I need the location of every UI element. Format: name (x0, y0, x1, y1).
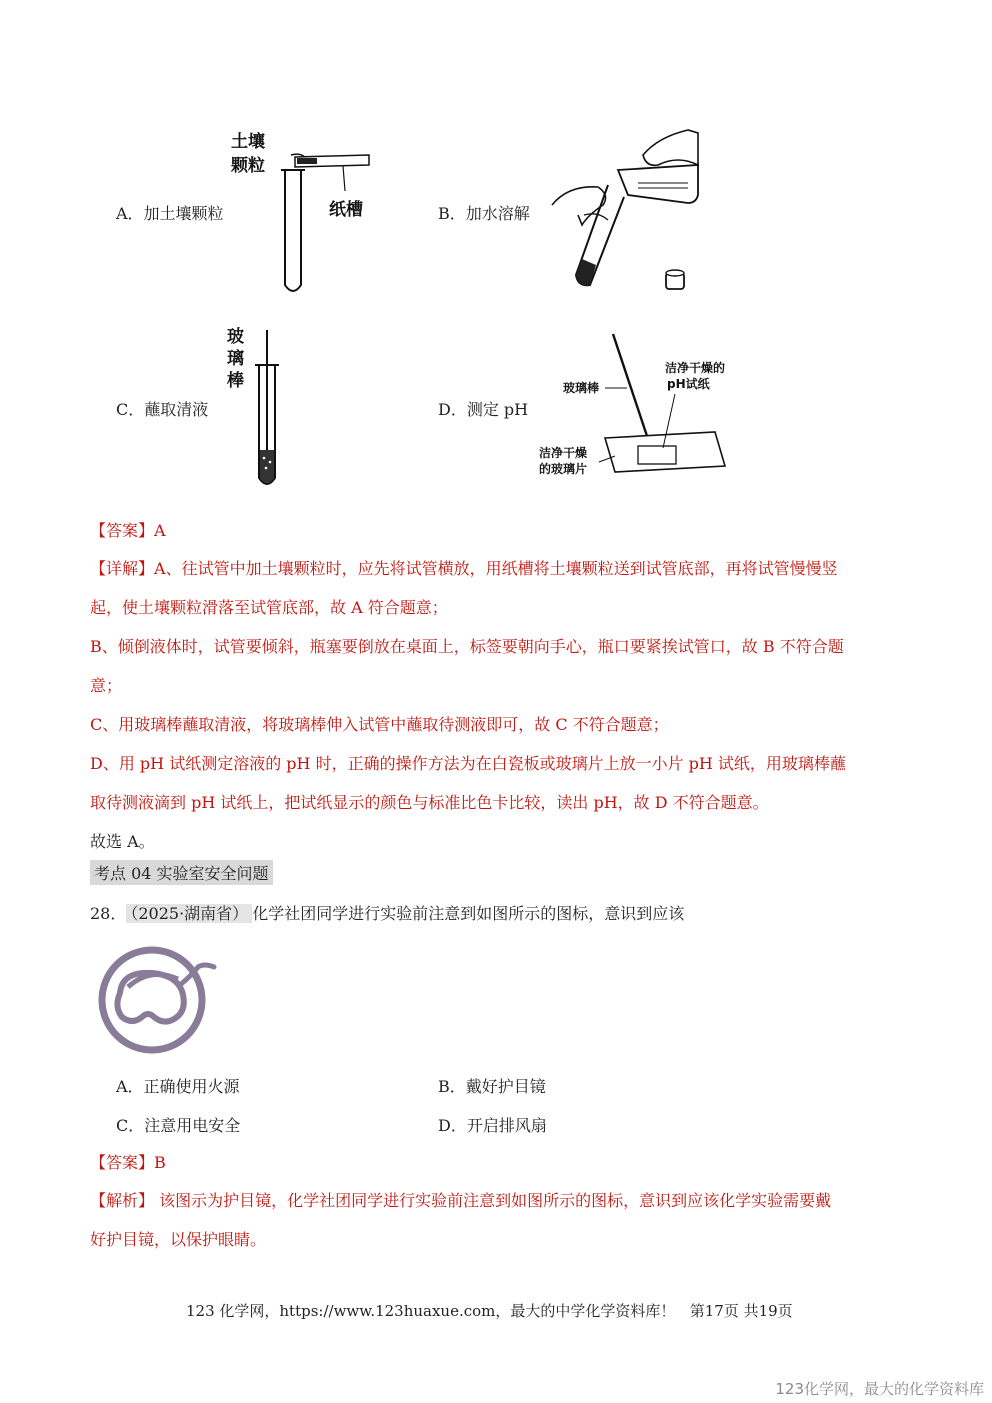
q28-option-a: A．正确使用火源 (116, 1077, 240, 1096)
analysis-text-1: 该图示为护目镜，化学社团同学进行实验前注意到如图所示的图标，意识到应该化学实验需要戴 (154, 1191, 832, 1210)
detail-line-1 (90, 558, 910, 580)
option-d: D．测定 pH (438, 400, 529, 419)
q28-stem (90, 903, 910, 925)
detail-line-3: B、倾倒液体时，试管要倾斜，瓶塞要倒放在桌面上，标签要朝向手心，瓶口要紧挨试管口，故 B 不符合题 (90, 637, 844, 656)
q28-source: （2025·湖南省） (126, 904, 252, 923)
answer-27 (90, 520, 910, 542)
conclusion: 故选 A。 (90, 832, 155, 851)
fig-a-label-trough: 纸槽 (329, 200, 363, 220)
goggles-icon (92, 945, 222, 1055)
answer-value: A (154, 521, 166, 540)
figure-c-dip-liquid (225, 320, 325, 495)
detail-line-2: 起，使土壤颗粒滑落至试管底部，故 A 符合题意； (90, 598, 448, 617)
detail-line-4: 意； (90, 676, 123, 695)
option-a: A．加土壤颗粒 (116, 204, 224, 223)
detail-line-5: C、用玻璃棒蘸取清液，将玻璃棒伸入试管中蘸取待测液即可，故 C 不符合题意； (90, 715, 669, 734)
q28-answer-label: 【答案】 (90, 1153, 155, 1172)
figure-a-add-soil (225, 125, 375, 300)
q28-answer-value: B (154, 1153, 166, 1172)
section-heading: 考点 04 实验室安全问题 (90, 860, 273, 885)
fig-c-label-2: 璃 (227, 349, 244, 369)
q28-stem-text: 化学社团同学进行实验前注意到如图所示的图标，意识到应该 (252, 904, 685, 923)
detail-line-7: 取待测液滴到 pH 试纸上，把试纸显示的颜色与标准比色卡比较，读出 pH，故 D 不符合题意。 (90, 793, 769, 812)
figure-b-add-water (548, 125, 718, 300)
figure-d-measure-ph (535, 330, 735, 490)
fig-c-label-1: 玻 (227, 327, 244, 347)
watermark: 123化学网，最大的化学资料库 (775, 1380, 984, 1398)
q28-option-d: D．开启排风扇 (438, 1116, 547, 1135)
answer-28 (90, 1152, 910, 1174)
q28-option-b: B．戴好护目镜 (438, 1077, 546, 1096)
fig-a-label-particle: 颗粒 (231, 156, 265, 176)
footer-site: 123 化学网，https://www.123huaxue.com，最大的中学化学资料库！ (186, 1302, 676, 1320)
option-b: B．加水溶解 (438, 204, 530, 223)
fig-d-label-rod: 玻璃棒 (563, 381, 600, 395)
fig-d-label-paper-1: 洁净干燥的 (665, 361, 726, 375)
fig-a-label-soil: 土壤 (231, 132, 265, 152)
fig-d-label-paper-2: pH试纸 (667, 377, 710, 391)
fig-d-label-glass-1: 洁净干燥 (539, 446, 588, 460)
option-c: C．蘸取清液 (116, 400, 209, 419)
detail-text-1: A、往试管中加土壤颗粒时，应先将试管横放，用纸槽将土壤颗粒送到试管底部，再将试管慢慢竖 (154, 559, 838, 578)
fig-d-label-glass-2: 的玻璃片 (539, 462, 588, 476)
analysis-label: 【解析】 (90, 1191, 155, 1210)
footer-page-number: 第17页 共19页 (689, 1302, 793, 1320)
fig-c-label-3: 棒 (227, 371, 244, 391)
analysis-line-1 (90, 1190, 910, 1212)
q28-number: 28． (90, 904, 127, 923)
detail-label: 【详解】 (90, 559, 155, 578)
detail-line-6: D、用 pH 试纸测定溶液的 pH 时，正确的操作方法为在白瓷板或玻璃片上放一小片 pH 试纸，用玻璃棒蘸 (90, 754, 846, 773)
page-footer (186, 1300, 793, 1321)
answer-label: 【答案】 (90, 521, 155, 540)
analysis-line-2: 好护目镜，以保护眼睛。 (90, 1230, 267, 1249)
q28-option-c: C．注意用电安全 (116, 1116, 241, 1135)
